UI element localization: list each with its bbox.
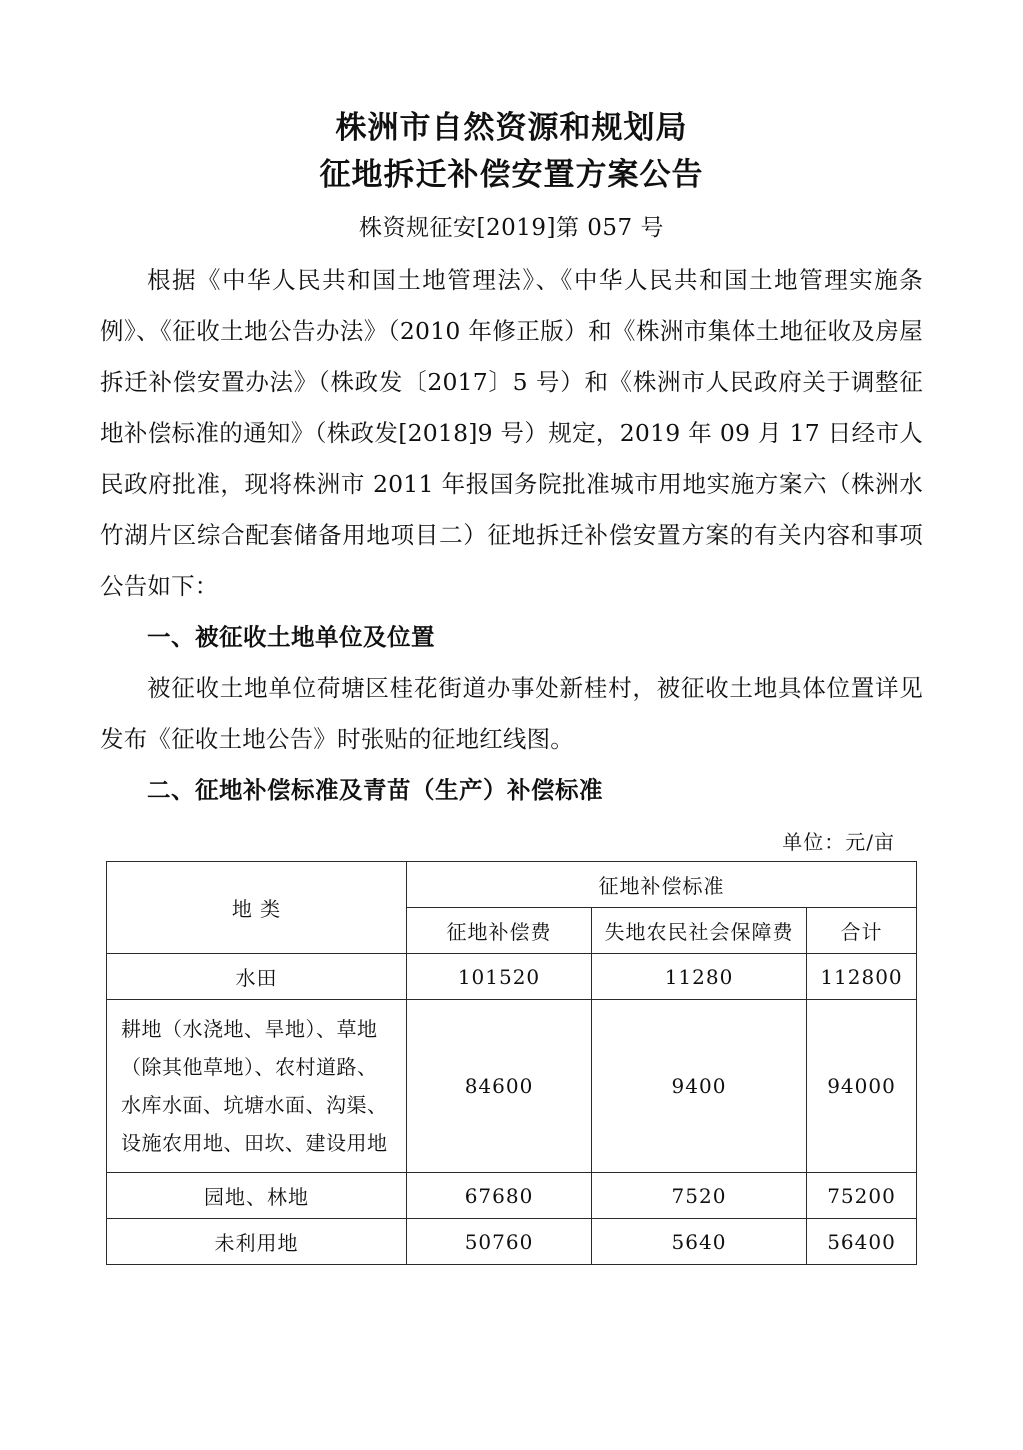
row-social-security: 11280 bbox=[592, 954, 807, 1000]
row-category: 耕地（水浇地、旱地）、草地（除其他草地）、农村道路、水库水面、坑塘水面、沟渠、设施农用地、田坎、建设用地 bbox=[107, 1000, 407, 1173]
table-header-compensation: 征地补偿费 bbox=[407, 908, 592, 954]
row-compensation: 67680 bbox=[407, 1173, 592, 1219]
section-heading-1: 一、被征收土地单位及位置 bbox=[147, 623, 435, 651]
table-row bbox=[107, 954, 917, 1000]
table-header-total: 合计 bbox=[807, 908, 917, 954]
compensation-table bbox=[106, 861, 917, 1265]
row-category: 园地、林地 bbox=[107, 1173, 407, 1219]
document-content bbox=[100, 105, 923, 1265]
title-line-1: 株洲市自然资源和规划局 bbox=[335, 110, 688, 146]
row-category: 未利用地 bbox=[107, 1219, 407, 1265]
row-compensation: 50760 bbox=[407, 1219, 592, 1265]
table-row bbox=[107, 1219, 917, 1265]
row-compensation: 101520 bbox=[407, 954, 592, 1000]
document-number: 株资规征安[2019]第 057 号 bbox=[358, 215, 664, 241]
table-row bbox=[107, 1173, 917, 1219]
row-social-security: 7520 bbox=[592, 1173, 807, 1219]
table-header-category: 地 类 bbox=[107, 862, 407, 954]
row-total: 56400 bbox=[807, 1219, 917, 1265]
table-header-group: 征地补偿标准 bbox=[407, 862, 917, 908]
row-total: 112800 bbox=[807, 954, 917, 1000]
intro-paragraph: 根据《中华人民共和国土地管理法》、《中华人民共和国土地管理实施条例》、《征收土地公告办法》（2010 年修正版）和《株洲市集体土地征收及房屋拆迁补偿安置办法》（株政发〔2017〕5 号）和《株洲市人民政府关于调整征地补偿标准的通知》（株政发[2018]9 号）规定，2019 年 09 月 17 日经市人民政府批准，现将株洲市 2011 年报国务院批准城市用地实施方案六（株洲水竹湖片区综合配套储备用地项目二）征地拆迁补偿安置方案的有关内容和事项公告如下： bbox=[100, 266, 923, 600]
table-row bbox=[107, 1000, 917, 1173]
page-title bbox=[100, 105, 923, 199]
row-social-security: 9400 bbox=[592, 1000, 807, 1173]
section-body-1: 被征收土地单位荷塘区桂花街道办事处新桂村，被征收土地具体位置详见发布《征收土地公告》时张贴的征地红线图。 bbox=[100, 674, 923, 753]
row-social-security: 5640 bbox=[592, 1219, 807, 1265]
table-header-social-security: 失地农民社会保障费 bbox=[592, 908, 807, 954]
table-unit-note: 单位：元/亩 bbox=[782, 830, 895, 854]
row-category: 水田 bbox=[107, 954, 407, 1000]
row-compensation: 84600 bbox=[407, 1000, 592, 1173]
row-total: 75200 bbox=[807, 1173, 917, 1219]
title-line-2: 征地拆迁补偿安置方案公告 bbox=[319, 157, 704, 193]
row-total: 94000 bbox=[807, 1000, 917, 1173]
section-heading-2: 二、征地补偿标准及青苗（生产）补偿标准 bbox=[147, 776, 603, 804]
table-header-row-1 bbox=[107, 862, 917, 908]
